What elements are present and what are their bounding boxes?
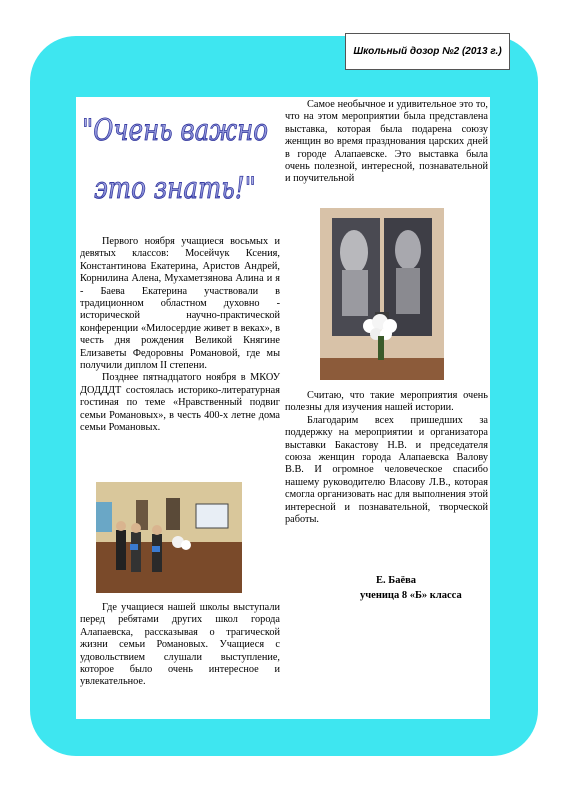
article-title [76,100,276,230]
signature [360,573,500,603]
paragraph: Где учащиеся нашей школы выступали перед ребятами других школ города Алапаевска, рассказывая о трагической жизни семьи Романовых. Учащиеся с удовольствием слушали выступление, которое было очень интересное и увлекательное. [80,602,280,688]
header-label: Школьный дозор №2 (2013 г.) [353,46,502,57]
newsletter-header [345,33,510,70]
paragraph: Самое необычное и удивительное это то, что на этом мероприятии была представлена выставка, которая была подарена союзу женщин во время празднования царских дней в городе Алапаевске. Это выставка была очень полезной, интересной, познавательной и поучительной [285,99,488,185]
author-role: ученица 8 «Б» класса [360,590,462,601]
left-column-top [80,236,280,435]
paragraph: Первого ноября учащиеся восьмых и девятых классов: Мосейчук Ксения, Константинова Екатерина, Аристов Андрей, Корнилина Алена, Мухаметзянова Алина и я - Баева Екатерина участвовали в традиционном областном духовно - исторической научно-практической конференции «Милосердие живет в веках», в честь дня рождения Великой Княгине Елизаветы Федоровны Романовой, где мы получили диплом II степени. [80,236,280,372]
left-column-bottom [80,602,280,689]
author-name: Е. Баёва [376,575,417,586]
right-column-top [285,99,488,186]
right-column-bottom [285,390,488,526]
paragraph: Считаю, что такие мероприятия очень полезны для изучения нашей истории. [285,390,488,414]
title-line-1: "Очень важно [82,113,268,148]
exhibition-photo [320,208,444,380]
title-line-2: это знать!" [94,171,256,206]
event-photo [96,482,242,593]
paragraph: Благодарим всех пришедших за поддержку на мероприятии и организатора выставки Бакастову Н.В. и председателя союза женщин города Алапаевска Валову В.В. И огромное человеческое спасибо нашему руководителю Власову Л.В., которая смогла организовать нас для выполнения этой интересной и познавательной, творческой работы. [285,414,488,526]
paragraph: Позднее пятнадцатого ноября в МКОУ ДОДДДТ состоялась историко-литературная гостиная по теме «Нравственный подвиг семьи Романовых», в честь 400-х летне дома семьи Романовых. [80,372,280,434]
